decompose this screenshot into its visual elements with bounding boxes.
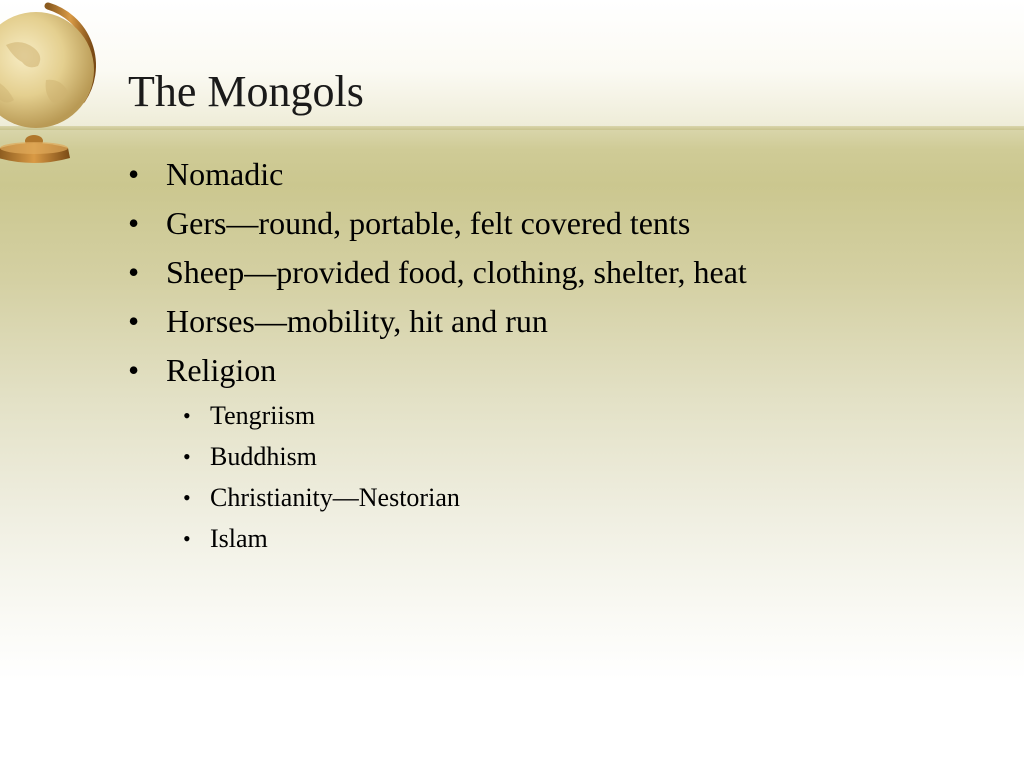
sub-bullet-text: Buddhism (210, 442, 317, 471)
list-item (128, 346, 747, 395)
bullet-dot: • (183, 526, 191, 551)
sub-bullet-text: Islam (210, 524, 268, 553)
bullet-text: Nomadic (166, 156, 284, 192)
list-item (128, 297, 747, 346)
bullet-text: Horses—mobility, hit and run (166, 303, 548, 339)
bullet-text: Gers—round, portable, felt covered tents (166, 205, 691, 241)
sub-list-item (183, 477, 747, 518)
bullet-dot: • (128, 352, 140, 388)
bullet-dot: • (128, 254, 140, 290)
bullet-list (128, 150, 747, 559)
bullet-dot: • (128, 205, 140, 241)
bullet-dot: • (183, 403, 191, 428)
sub-list-item (183, 395, 747, 436)
list-item (128, 248, 747, 297)
sub-list-item (183, 518, 747, 559)
sub-list-item (183, 436, 747, 477)
bullet-dot: • (183, 444, 191, 469)
list-item (128, 199, 747, 248)
globe-icon (0, 0, 101, 172)
sub-bullet-text: Christianity—Nestorian (210, 483, 460, 512)
title-divider (0, 126, 1024, 130)
bullet-dot: • (128, 156, 140, 192)
bullet-dot: • (128, 303, 140, 339)
sub-bullet-text: Tengriism (210, 401, 316, 430)
bullet-text: Religion (166, 352, 277, 388)
bullet-dot: • (183, 485, 191, 510)
list-item (128, 150, 747, 199)
bullet-text: Sheep—provided food, clothing, shelter, heat (166, 254, 747, 290)
slide-title: The Mongols (128, 67, 364, 116)
